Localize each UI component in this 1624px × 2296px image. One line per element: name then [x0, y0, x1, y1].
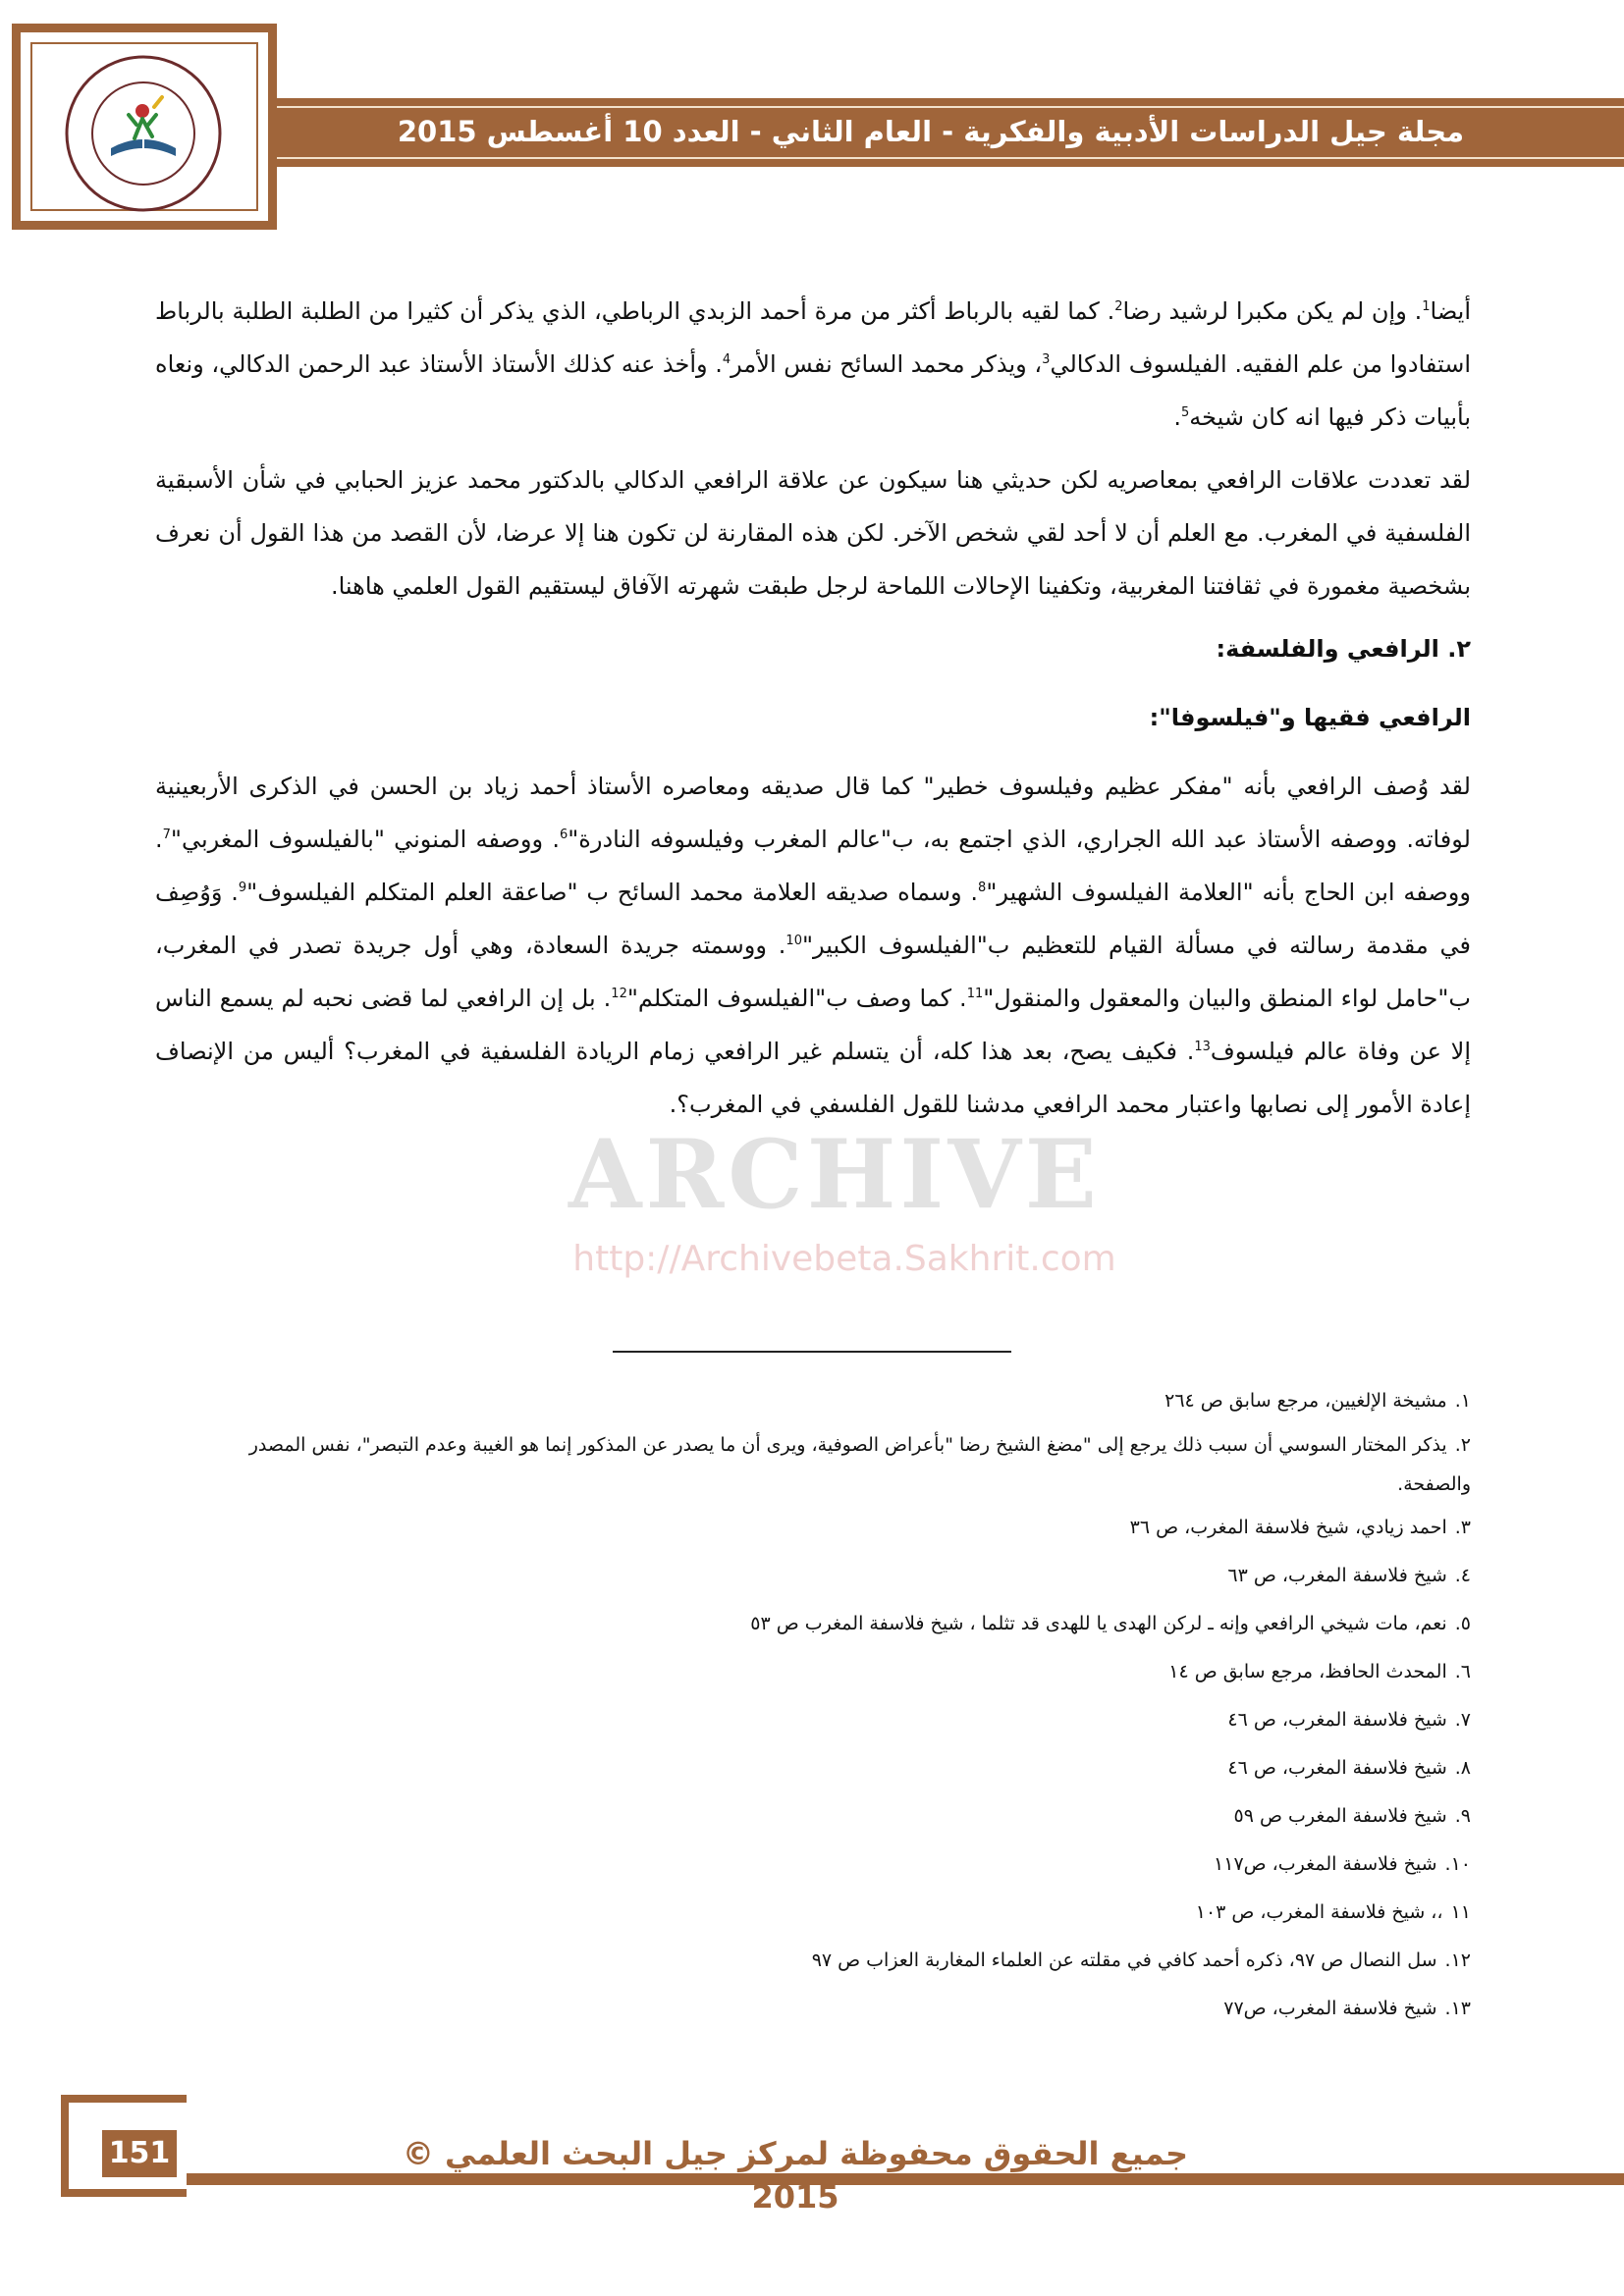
footnote-item: [177, 1841, 1471, 1889]
footnotes-list: [177, 1377, 1471, 2033]
footnote-number: ١١: [1450, 1901, 1471, 1923]
header-line-top: [277, 106, 1624, 108]
footnote-text: يذكر المختار السوسي أن سبب ذلك يرجع إلى "مضغ الشيخ رضا "بأعراض الصوفية، ويرى أن ما يصدر عن المذكور إنما هو الغيبة وعدم التبصر"، نفس المصدر والصفحة.: [248, 1434, 1471, 1495]
footnote-text: شيخ فلاسفة المغرب، ص ٦٣: [1227, 1565, 1447, 1586]
footnote-item: [177, 1552, 1471, 1600]
footnote-ref: 11: [966, 987, 984, 1001]
footnote-text: شيخ فلاسفة المغرب ص ٥٩: [1233, 1805, 1447, 1827]
text-run: لقد وُصف الرافعي بأنه "مفكر عظيم وفيلسوف خطير" كما قال صديقه ومعاصره الأستاذ أحمد زياد بن الحسن في الذكرى الأربعينية لوفاته. ووصفه الأستاذ عبد الله الجراري، الذي اجتمع به، ب"عالم المغرب وفيلسوفه النادرة": [155, 773, 1471, 853]
text-run: . وإن لم يكن مكبرا لرشيد رضا: [1122, 297, 1423, 325]
text-run: ، ويذكر محمد السائح نفس الأمر: [731, 350, 1043, 378]
footnote-text: احمد زيادي، شيخ فلاسفة المغرب، ص ٣٦: [1129, 1517, 1447, 1538]
text-run: . وَوُصِف في مقدمة رسالته في مسألة القيام للتعظيم ب"الفيلسوف الكبير": [155, 879, 1472, 959]
text-run: . بل إن الرافعي لما قضى نحبه لم يسمع الناس إلا عن وفاة عالم فيلسوف: [155, 985, 1471, 1065]
text-run: . وأخذ عنه كذلك الأستاذ الأستاذ عبد الرحمن الدكالي، ونعاه بأبيات ذكر فيها انه كان شيخه: [155, 350, 1471, 431]
footnote-number: ١.: [1454, 1390, 1471, 1412]
footnote-ref: 5: [1181, 405, 1190, 420]
paragraph-1: [155, 285, 1471, 444]
text-run: . ووسمته جريدة السعادة، وهي أول جريدة تصدر في المغرب، ب"حامل لواء المنطق والبيان والمعقول والمنقول": [155, 932, 1472, 1012]
footnote-number: ٩.: [1454, 1805, 1471, 1827]
footnote-item: [177, 1792, 1471, 1841]
footnote-item: [177, 1744, 1471, 1792]
footnote-item: [177, 1504, 1471, 1552]
footnote-number: ٨.: [1454, 1757, 1471, 1779]
journal-logo: [60, 50, 227, 217]
footnote-item: [177, 1648, 1471, 1696]
footnote-number: ٧.: [1454, 1709, 1471, 1731]
journal-title: مجلة جيل الدراسات الأدبية والفكرية - العام الثاني - العدد 10 أغسطس 2015: [397, 115, 1465, 148]
footnote-number: ٤.: [1454, 1565, 1471, 1586]
footnote-item: [177, 1937, 1471, 1985]
footnote-ref: 3: [1042, 352, 1051, 367]
footnote-item: [177, 1889, 1471, 1937]
watermark-word: ARCHIVE: [568, 1119, 1101, 1230]
text-run: . ووصفه المنوني "بالفيلسوف المغربي": [170, 826, 560, 853]
header-band: [277, 98, 1624, 167]
journal-logo-frame: [12, 24, 277, 230]
section-heading: ٢. الرافعي والفلسفة:: [1216, 635, 1471, 663]
page-number: 151: [102, 2130, 177, 2177]
footnote-text: مشيخة الإلغيين، مرجع سابق ص ٢٦٤: [1164, 1390, 1447, 1412]
paragraph-3: [155, 760, 1471, 1131]
footnote-text: ،، شيخ فلاسفة المغرب، ص ١٠٣: [1195, 1901, 1443, 1923]
footnote-ref: 8: [978, 881, 987, 895]
text-run: . فكيف يصح، بعد هذا كله، أن يتسلم غير الرافعي زمام الريادة الفلسفية في المغرب؟ أليس من الإنصاف إعادة الأمور إلى نصابها واعتبار محمد الرافعي مدشنا للقول الفلسفي في المغرب؟.: [155, 1038, 1471, 1118]
footnote-number: ١٣.: [1444, 1998, 1471, 2019]
text-run: . كما وصف ب"الفيلسوف المتكلم": [626, 985, 967, 1012]
footnote-ref: 9: [238, 881, 247, 895]
footnote-item: [177, 1600, 1471, 1648]
footnote-ref: 13: [1194, 1040, 1211, 1054]
footnote-item: [177, 1985, 1471, 2033]
footnote-text: شيخ فلاسفة المغرب، ص٧٧: [1223, 1998, 1437, 2019]
copyright-notice: جميع الحقوق محفوظة لمركز جيل البحث العلمي © 2015: [402, 2135, 1189, 2216]
footnote-number: ٥.: [1454, 1613, 1471, 1634]
text-run: أيضا: [1430, 297, 1471, 325]
footnote-number: ١٠.: [1444, 1853, 1471, 1875]
text-run: . ووصفه ابن الحاج بأنه "العلامة الفيلسوف الشهير": [155, 826, 1471, 906]
footnote-text: سل النصال ص ٩٧، ذكره أحمد كافي في مقلته عن العلماء المغاربة العزاب ص ٩٧: [811, 1949, 1437, 1971]
footnote-ref: 7: [162, 828, 171, 842]
paragraph-2: [155, 454, 1471, 613]
footnote-item: [177, 1425, 1471, 1504]
footnote-text: شيخ فلاسفة المغرب، ص١١٧: [1214, 1853, 1437, 1875]
footnote-ref: 1: [1422, 299, 1431, 314]
footnote-number: ٦.: [1454, 1661, 1471, 1682]
footnote-separator: [613, 1351, 1011, 1353]
footnote-ref: 4: [722, 352, 731, 367]
text-run: .: [1173, 403, 1182, 431]
footnote-text: شيخ فلاسفة المغرب، ص ٤٦: [1227, 1757, 1447, 1779]
footnote-item: [177, 1696, 1471, 1744]
text-run: لقد تعددت علاقات الرافعي بمعاصريه لكن حديثي هنا سيكون عن علاقة الرافعي الدكالي بالدكتور محمد عزيز الحبابي في شأن الأسبقية الفلسفية في المغرب. مع العلم أن لا أحد لقي شخص الآخر. لكن هذه المقارنة لن تكون هنا إلا عرضا، لأن القصد من هذا القول أن نعرف بشخصية مغمورة في ثقافتنا المغربية، وتكفينا الإحالات اللماحة لرجل طبقت شهرته الآفاق ليستقيم القول العلمي هاهنا.: [155, 466, 1471, 600]
footnote-text: شيخ فلاسفة المغرب، ص ٤٦: [1227, 1709, 1447, 1731]
footnote-item: [177, 1377, 1471, 1425]
footnote-text: المحدث الحافظ، مرجع سابق ص ١٤: [1168, 1661, 1447, 1682]
watermark-url: http://Archivebeta.Sakhrit.com: [572, 1239, 1116, 1279]
subsection-heading: الرافعي فقيها و"فيلسوفا":: [1149, 704, 1471, 731]
footnote-ref: 2: [1114, 299, 1123, 314]
footnote-number: ١٢.: [1444, 1949, 1471, 1971]
footnote-text: نعم، مات شيخي الرافعي وإنه ـ لركن الهدى يا للهدى قد تثلما ، شيخ فلاسفة المغرب ص ٥٣: [750, 1613, 1447, 1634]
text-run: . وسماه صديقه العلامة محمد السائح ب "صاعقة العلم المتكلم الفيلسوف": [246, 879, 979, 906]
header-line-bottom: [277, 157, 1624, 159]
footnote-number: ٢.: [1454, 1434, 1471, 1456]
footnote-ref: 6: [559, 828, 568, 842]
footnote-ref: 10: [785, 934, 802, 948]
footnote-number: ٣.: [1454, 1517, 1471, 1538]
text-run: . كما لقيه بالرباط أكثر من مرة أحمد الزبدي الرباطي، الذي يذكر أن كثيرا من الطلبة الطلبة بالرباط استفادوا من علم الفقيه. الفيلسوف الدكالي: [155, 297, 1471, 378]
footnote-ref: 12: [611, 987, 627, 1001]
article-body: [155, 285, 1471, 1141]
